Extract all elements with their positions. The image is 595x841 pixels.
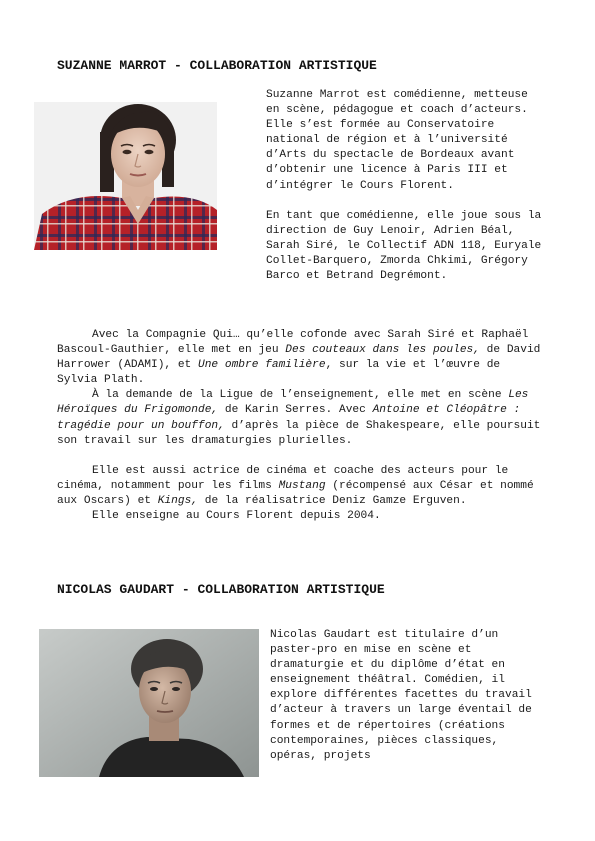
bio-paragraph: Elle enseigne au Cours Florent depuis 2004. <box>92 510 381 523</box>
person-role: COLLABORATION ARTISTIQUE <box>197 582 385 597</box>
text-run: À la demande de la Ligue de l’enseignement, elle met en scène <box>92 389 509 402</box>
portrait-photo-suzanne-marrot <box>34 102 217 250</box>
section-heading-suzanne-marrot <box>57 58 377 74</box>
text-run: (récompensé aux César et nommé aux Oscars) et <box>57 479 534 507</box>
bio-paragraph <box>57 328 541 388</box>
person-name: NICOLAS GAUDART <box>57 582 175 597</box>
text-run: Elle est aussi actrice de cinéma et coache des acteurs pour le cinéma, notamment pour les films <box>57 464 509 492</box>
bio-paragraph <box>57 464 541 509</box>
bio-paragraph: En tant que comédienne, elle joue sous la direction de Guy Lenoir, Adrien Béal, Sarah Siré, le Collectif ADN 118, Euryale Collet-Barquero, Zmorda Chkimi, Grégory Barco et Betrand Degrémont. <box>266 209 542 283</box>
bio-paragraph <box>57 388 541 448</box>
bio-column-nicolas-gaudart <box>270 628 542 764</box>
heading-separator: - <box>166 58 190 73</box>
work-title: Kings, <box>157 494 199 507</box>
work-title: Des couteaux dans les poules, <box>285 344 480 357</box>
bio-column-suzanne-marrot <box>266 88 546 284</box>
text-run: , sur la vie et l’œuvre de Sylvia Plath. <box>57 359 501 387</box>
section-heading-nicolas-gaudart <box>57 582 385 598</box>
bio-paragraph: Nicolas Gaudart est titulaire d’un paster-pro en mise en scène et dramaturgie et du diplôme d’état en enseignement théâtral. Comédien, il explore différentes facettes du travail d’acteur à travers un large éventail de formes et de répertoires (créations contemporaines, pièces classiques, opéras, projets <box>270 629 532 762</box>
heading-separator: - <box>174 582 198 597</box>
text-run: de Karin Serres. Avec <box>218 404 373 417</box>
bio-full-suzanne-marrot <box>57 328 541 524</box>
work-title: Les Héroïques du Frigomonde, <box>57 389 529 417</box>
portrait-photo-nicolas-gaudart <box>39 629 259 777</box>
text-run: d’après la pièce de Shakespeare, elle poursuit son travail sur les dramaturgies plurielles. <box>57 419 541 447</box>
bio-paragraph: Suzanne Marrot est comédienne, metteuse en scène, pédagogue et coach d’acteurs. Elle s’est formée au Conservatoire national de région et à l’université d’Arts du spectacle de Bordeaux avant d’obtenir une licence à Paris III et d’intégrer le Cours Florent. <box>266 89 528 192</box>
text-run: de David Harrower (ADAMI), et <box>57 344 541 372</box>
person-role: COLLABORATION ARTISTIQUE <box>189 58 377 73</box>
work-title: Une ombre familière <box>198 359 326 372</box>
work-title: Mustang <box>278 479 326 492</box>
text-run: de la réalisatrice Deniz Gamze Erguven. <box>198 494 467 507</box>
text-run: Avec la Compagnie Qui… qu’elle cofonde avec Sarah Siré et Raphaël Bascoul-Gauthier, elle met en jeu <box>57 329 529 357</box>
work-title: Antoine et Cléopâtre : tragédie pour un bouffon, <box>57 404 521 432</box>
person-name: SUZANNE MARROT <box>57 58 167 73</box>
